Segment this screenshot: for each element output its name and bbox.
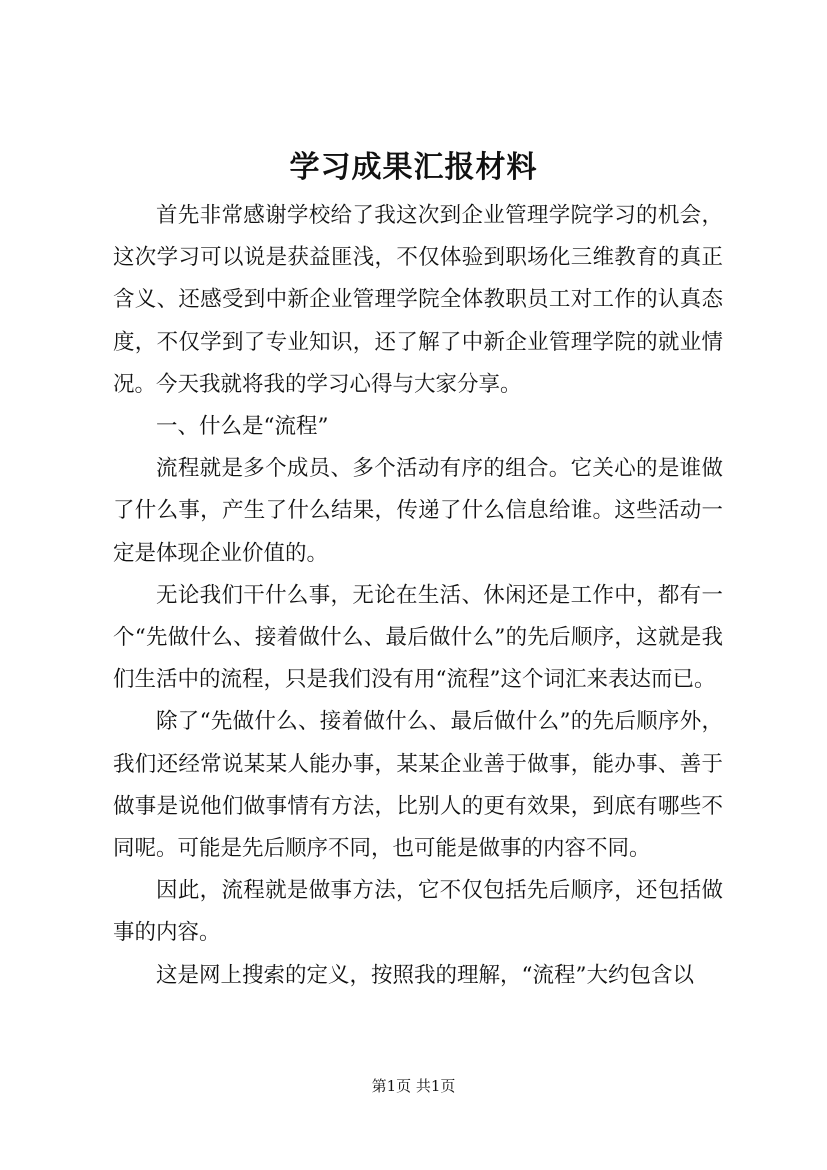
paragraph-daily-life: 无论我们干什么事，无论在生活、休闲还是工作中，都有一个“先做什么、接着做什么、最后做什么”的先后顺序，这就是我们生活中的流程，只是我们没有用“流程”这个词汇来表达而已。 — [113, 582, 723, 693]
section-heading: 一、什么是“流程” — [156, 414, 329, 440]
paragraph-definition: 流程就是多个成员、多个活动有序的组合。它关心的是谁做了什么事，产生了什么结果，传递了什么信息给谁。这些活动一定是体现企业价值的。 — [113, 456, 723, 566]
document-title: 学习成果汇报材料 — [289, 150, 538, 185]
paragraph-conclusion: 因此，流程就是做事方法，它不仅包括先后顺序，还包括做事的内容。 — [113, 878, 723, 946]
page-footer: 第1页 共1页 — [371, 1077, 456, 1095]
paragraph-methods: 除了“先做什么、接着做什么、最后做什么”的先后顺序外，我们还经常说某某人能办事，某某企业善于做事，能办事、善于做事是说他们做事情有方法，比别人的更有效果，到底有哪些不同呢。可能是先后顺序不同，也可能是做事的内容不同。 — [113, 709, 723, 862]
paragraph-intro: 首先非常感谢学校给了我这次到企业管理学院学习的机会，这次学习可以说是获益匪浅，不仅体验到职场化三维教育的真正含义、还感受到中新企业管理学院全体教职员工对工作的认真态度，不仅学到了专业知识，还了解了中新企业管理学院的就业情况。今天我就将我的学习心得与大家分享。 — [113, 203, 723, 397]
document-body — [113, 195, 723, 997]
paragraph-understanding: 这是网上搜索的定义，按照我的理解，“流程”大约包含以 — [156, 962, 694, 988]
